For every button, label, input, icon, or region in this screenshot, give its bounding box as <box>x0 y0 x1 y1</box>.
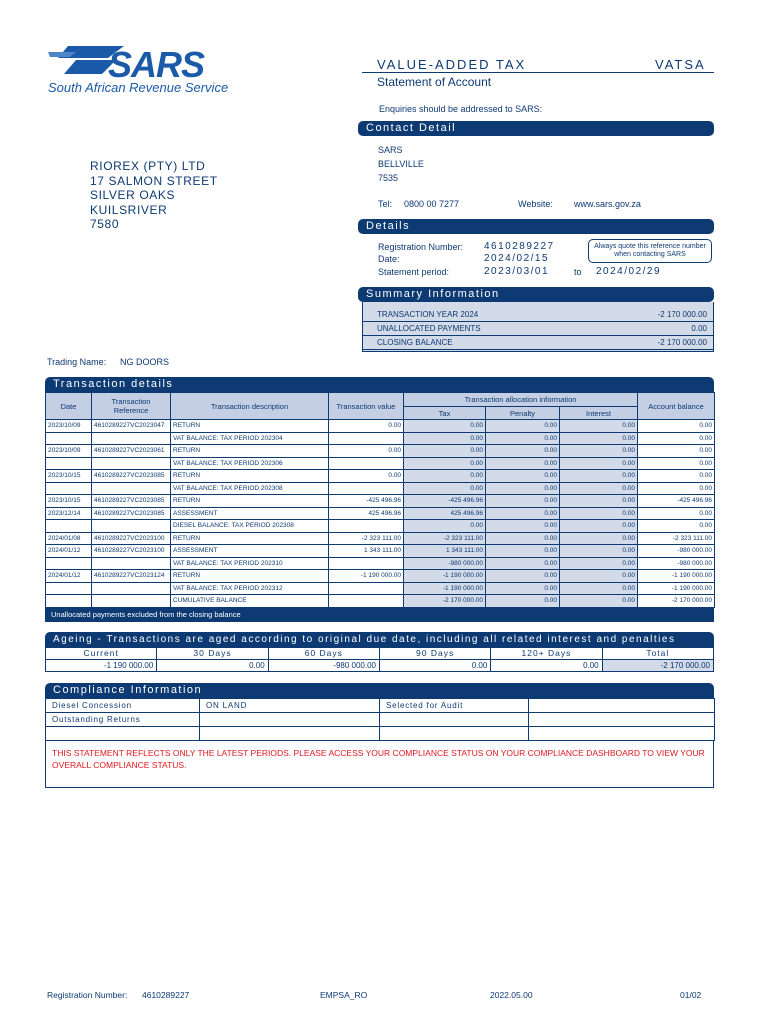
empty-cell <box>380 727 529 741</box>
tx-reference: 4610289227VC2023100 <box>92 545 171 558</box>
tx-balance: -425 496.96 <box>638 495 715 508</box>
table-row <box>46 570 715 583</box>
col-tax: Tax <box>404 407 486 420</box>
table-row <box>46 557 715 570</box>
tx-interest: 0.00 <box>560 507 638 520</box>
tx-description: RETURN <box>171 532 329 545</box>
footer-reg-value: 4610289227 <box>142 990 190 1000</box>
tx-date: 2023/10/15 <box>46 470 92 483</box>
tx-date <box>46 582 92 595</box>
tx-interest: 0.00 <box>560 570 638 583</box>
tx-description: VAT BALANCE: TAX PERIOD 202304 <box>171 432 329 445</box>
address-line: KUILSRIVER <box>90 202 168 217</box>
ageing-heading: Ageing - Transactions are aged according to original due date, including all related interest and penalties <box>45 632 714 647</box>
tx-balance: 0.00 <box>638 507 715 520</box>
col-balance: Account balance <box>638 393 715 420</box>
tx-tax: -1 190 000.00 <box>404 570 486 583</box>
summary-row <box>363 307 713 322</box>
col-penalty: Penalty <box>486 407 560 420</box>
tx-tax: -980 000.00 <box>404 557 486 570</box>
date-value: 2024/02/15 <box>484 253 550 264</box>
tx-description: RETURN <box>171 445 329 458</box>
tx-interest: 0.00 <box>560 545 638 558</box>
reg-value: 4610289227 <box>484 241 555 252</box>
tx-date <box>46 557 92 570</box>
tx-date: 2023/10/15 <box>46 495 92 508</box>
table-row <box>46 457 715 470</box>
tx-reference <box>92 482 171 495</box>
diesel-label: Diesel Concession <box>46 699 200 713</box>
tx-value <box>329 482 404 495</box>
ageing-section <box>45 632 714 672</box>
tx-reference: 4610289227VC2023085 <box>92 495 171 508</box>
tx-penalty: 0.00 <box>486 457 560 470</box>
tx-date <box>46 432 92 445</box>
tx-value: -1 190 000.00 <box>329 570 404 583</box>
tx-value <box>329 557 404 570</box>
summary-box <box>362 302 714 352</box>
tx-balance: -2 323 111.00 <box>638 532 715 545</box>
contact-heading: Contact Detail <box>358 121 714 136</box>
trading-name-label: Trading Name: <box>47 357 107 367</box>
sars-logo <box>46 44 256 98</box>
empty-cell <box>200 727 380 741</box>
tx-date: 2023/12/14 <box>46 507 92 520</box>
tx-reference: 4610289227VC2023085 <box>92 507 171 520</box>
returns-label: Outstanding Returns <box>46 713 200 727</box>
website-label: Website: <box>518 199 553 209</box>
contact-line: BELLVILLE <box>378 159 424 169</box>
tx-interest: 0.00 <box>560 457 638 470</box>
tx-reference: 4610289227VC2023100 <box>92 532 171 545</box>
tx-reference: 4610289227VC2023085 <box>92 470 171 483</box>
address-line: RIOREX (PTY) LTD <box>90 159 206 173</box>
tx-balance: -2 170 000.00 <box>638 595 715 608</box>
footer-form-code: EMPSA_RO <box>320 990 368 1000</box>
tx-date <box>46 520 92 533</box>
tx-tax: 0.00 <box>404 420 486 433</box>
contact-line: 7535 <box>378 173 399 183</box>
transaction-heading: Transaction details <box>45 377 714 392</box>
tx-date <box>46 482 92 495</box>
table-row <box>46 582 715 595</box>
tx-reference <box>92 595 171 608</box>
website-link[interactable]: www.sars.gov.za <box>574 199 641 209</box>
date-label: Date: <box>378 254 400 264</box>
tx-tax: -2 170 000.00 <box>404 595 486 608</box>
tx-reference <box>92 432 171 445</box>
period-label: Statement period: <box>378 267 450 277</box>
tx-value <box>329 520 404 533</box>
footer-reg-label: Registration Number: <box>47 990 128 1000</box>
tx-reference <box>92 557 171 570</box>
tx-penalty: 0.00 <box>486 595 560 608</box>
tx-balance: -1 190 000.00 <box>638 582 715 595</box>
compliance-message: THIS STATEMENT REFLECTS ONLY THE LATEST PERIODS. PLEASE ACCESS YOUR COMPLIANCE STATUS ON YOUR COMPLIANCE DASHBOARD TO VIEW YOUR OVERALL COMPLIANCE STATUS. <box>45 741 714 788</box>
tx-interest: 0.00 <box>560 495 638 508</box>
tx-description: RETURN <box>171 420 329 433</box>
table-row <box>46 545 715 558</box>
empty-cell <box>529 713 715 727</box>
tx-value <box>329 595 404 608</box>
tx-date <box>46 595 92 608</box>
ageing-header: Total <box>602 648 713 660</box>
tel-label: Tel: <box>378 199 393 209</box>
tx-penalty: 0.00 <box>486 482 560 495</box>
col-description: Transaction description <box>171 393 329 420</box>
reference-note <box>588 239 712 263</box>
tx-date: 2024/01/08 <box>46 532 92 545</box>
tx-reference <box>92 457 171 470</box>
tx-value: 0.00 <box>329 445 404 458</box>
tx-value: -2 323 111.00 <box>329 532 404 545</box>
ageing-header: 120+ Days <box>491 648 602 660</box>
tx-reference: 4610289227VC2023124 <box>92 570 171 583</box>
tx-description: ASSESSMENT <box>171 507 329 520</box>
tx-description: CUMULATIVE BALANCE <box>171 595 329 608</box>
contact-line: SARS <box>378 145 403 155</box>
tx-interest: 0.00 <box>560 520 638 533</box>
tx-tax: 0.00 <box>404 470 486 483</box>
table-row <box>46 520 715 533</box>
tx-penalty: 0.00 <box>486 507 560 520</box>
table-row <box>46 432 715 445</box>
tx-date: 2024/01/12 <box>46 570 92 583</box>
ageing-value: 0.00 <box>491 660 602 672</box>
summary-row <box>363 321 713 336</box>
enquiries-note: Enquiries should be addressed to SARS: <box>379 104 543 114</box>
transaction-section <box>45 377 714 622</box>
tx-description: VAT BALANCE: TAX PERIOD 202308 <box>171 482 329 495</box>
col-date: Date <box>46 393 92 420</box>
tx-value: 1 343 111.00 <box>329 545 404 558</box>
tx-tax: 0.00 <box>404 445 486 458</box>
logo-subtitle: South African Revenue Service <box>48 80 229 95</box>
tx-interest: 0.00 <box>560 532 638 545</box>
tx-interest: 0.00 <box>560 432 638 445</box>
period-to-label: to <box>574 267 582 277</box>
table-row <box>46 495 715 508</box>
table-row <box>46 470 715 483</box>
address-line: 17 SALMON STREET <box>90 173 218 188</box>
logo-wordmark: SARS <box>108 44 205 85</box>
tx-balance: -1 190 000.00 <box>638 570 715 583</box>
diesel-value: ON LAND <box>200 699 380 713</box>
tx-tax: -2 323 111.00 <box>404 532 486 545</box>
tx-value <box>329 582 404 595</box>
reference-note-line: when contacting SARS <box>614 251 686 258</box>
ageing-value: -1 190 000.00 <box>46 660 157 672</box>
tx-description: VAT BALANCE: TAX PERIOD 202306 <box>171 457 329 470</box>
empty-cell <box>46 727 200 741</box>
tx-balance: -980 000.00 <box>638 557 715 570</box>
col-value: Transaction value <box>329 393 404 420</box>
tx-interest: 0.00 <box>560 470 638 483</box>
tx-reference <box>92 520 171 533</box>
tx-interest: 0.00 <box>560 420 638 433</box>
reg-label: Registration Number: <box>378 242 464 252</box>
tx-date <box>46 457 92 470</box>
tx-tax: 0.00 <box>404 457 486 470</box>
recipient-address <box>90 159 218 232</box>
tel-value: 0800 00 7277 <box>404 199 460 209</box>
reference-note-line: Always quote this reference number <box>594 243 706 250</box>
tx-interest: 0.00 <box>560 482 638 495</box>
tx-reference: 4610289227VC2023061 <box>92 445 171 458</box>
table-row <box>46 532 715 545</box>
tx-balance: 0.00 <box>638 457 715 470</box>
tx-penalty: 0.00 <box>486 470 560 483</box>
col-interest: Interest <box>560 407 638 420</box>
tx-description: RETURN <box>171 470 329 483</box>
tx-penalty: 0.00 <box>486 582 560 595</box>
col-reference: Transaction Reference <box>92 393 171 420</box>
tx-date: 2024/01/12 <box>46 545 92 558</box>
tx-description: ASSESSMENT <box>171 545 329 558</box>
tx-reference <box>92 582 171 595</box>
col-allocation: Transaction allocation information <box>404 393 638 407</box>
empty-cell <box>380 713 529 727</box>
tx-balance: 0.00 <box>638 432 715 445</box>
tx-description: DIESEL BALANCE: TAX PERIOD 202308 <box>171 520 329 533</box>
tx-value: -425 496.96 <box>329 495 404 508</box>
tx-balance: 0.00 <box>638 520 715 533</box>
empty-cell <box>529 727 715 741</box>
tx-tax: -1 190 000.00 <box>404 582 486 595</box>
tx-penalty: 0.00 <box>486 495 560 508</box>
summary-row <box>363 335 713 350</box>
summary-value: -2 170 000.00 <box>657 310 707 319</box>
document-code: VATSA <box>655 57 706 72</box>
document-title: VALUE-ADDED TAX <box>377 57 527 72</box>
tx-penalty: 0.00 <box>486 557 560 570</box>
transaction-table <box>45 392 715 608</box>
ageing-value: 0.00 <box>157 660 268 672</box>
tx-date: 2023/10/09 <box>46 445 92 458</box>
tx-tax: -425 496.96 <box>404 495 486 508</box>
tx-tax: 0.00 <box>404 432 486 445</box>
ageing-total: -2 170 000.00 <box>602 660 713 672</box>
table-row <box>46 595 715 608</box>
returns-value <box>200 713 380 727</box>
tx-balance: 0.00 <box>638 470 715 483</box>
tx-value: 425 496.96 <box>329 507 404 520</box>
tx-value: 0.00 <box>329 420 404 433</box>
ageing-table <box>45 647 714 672</box>
tx-balance: -980 000.00 <box>638 545 715 558</box>
tx-value <box>329 432 404 445</box>
summary-label: TRANSACTION YEAR 2024 <box>377 310 479 319</box>
audit-label: Selected for Audit <box>380 699 529 713</box>
period-to: 2024/02/29 <box>596 266 662 277</box>
address-line: SILVER OAKS <box>90 188 176 202</box>
summary-label: CLOSING BALANCE <box>377 338 453 347</box>
tx-description: VAT BALANCE: TAX PERIOD 202312 <box>171 582 329 595</box>
tx-tax: 0.00 <box>404 482 486 495</box>
document-subtitle: Statement of Account <box>377 75 492 89</box>
summary-value: -2 170 000.00 <box>657 338 707 347</box>
compliance-section <box>45 683 714 788</box>
tx-penalty: 0.00 <box>486 532 560 545</box>
ageing-header: 60 Days <box>268 648 379 660</box>
tx-balance: 0.00 <box>638 420 715 433</box>
tx-description: RETURN <box>171 570 329 583</box>
table-row <box>46 482 715 495</box>
ageing-value: -980 000.00 <box>268 660 379 672</box>
header-rule <box>362 72 714 73</box>
tx-balance: 0.00 <box>638 445 715 458</box>
summary-value: 0.00 <box>691 324 707 333</box>
tx-interest: 0.00 <box>560 557 638 570</box>
ageing-value: 0.00 <box>379 660 490 672</box>
tx-penalty: 0.00 <box>486 570 560 583</box>
transaction-footnote: Unallocated payments excluded from the closing balance <box>45 608 714 622</box>
tx-penalty: 0.00 <box>486 445 560 458</box>
footer-version: 2022.05.00 <box>490 990 533 1000</box>
tx-tax: 425 496.96 <box>404 507 486 520</box>
tx-penalty: 0.00 <box>486 432 560 445</box>
tx-interest: 0.00 <box>560 445 638 458</box>
tx-interest: 0.00 <box>560 582 638 595</box>
period-from: 2023/03/01 <box>484 266 550 277</box>
compliance-table <box>45 698 715 741</box>
tx-penalty: 0.00 <box>486 545 560 558</box>
address-line: 7580 <box>90 217 120 231</box>
tx-penalty: 0.00 <box>486 420 560 433</box>
tx-date: 2023/10/09 <box>46 420 92 433</box>
tx-tax: 1 343 111.00 <box>404 545 486 558</box>
compliance-heading: Compliance Information <box>45 683 714 698</box>
table-row <box>46 420 715 433</box>
footer-page-number: 01/02 <box>680 990 702 1000</box>
tx-reference: 4610289227VC2023047 <box>92 420 171 433</box>
tx-tax: 0.00 <box>404 520 486 533</box>
contact-address <box>378 143 424 185</box>
tx-description: VAT BALANCE: TAX PERIOD 202310 <box>171 557 329 570</box>
ageing-header: 30 Days <box>157 648 268 660</box>
audit-value <box>529 699 715 713</box>
details-heading: Details <box>358 219 714 234</box>
tx-value <box>329 457 404 470</box>
tx-value: 0.00 <box>329 470 404 483</box>
table-row <box>46 507 715 520</box>
ageing-header: 90 Days <box>379 648 490 660</box>
tx-interest: 0.00 <box>560 595 638 608</box>
summary-heading: Summary Information <box>358 287 714 302</box>
tx-balance: 0.00 <box>638 482 715 495</box>
table-row <box>46 445 715 458</box>
tx-description: RETURN <box>171 495 329 508</box>
ageing-header: Current <box>46 648 157 660</box>
summary-label: UNALLOCATED PAYMENTS <box>377 324 481 333</box>
trading-name-value: NG DOORS <box>120 357 170 367</box>
tx-penalty: 0.00 <box>486 520 560 533</box>
